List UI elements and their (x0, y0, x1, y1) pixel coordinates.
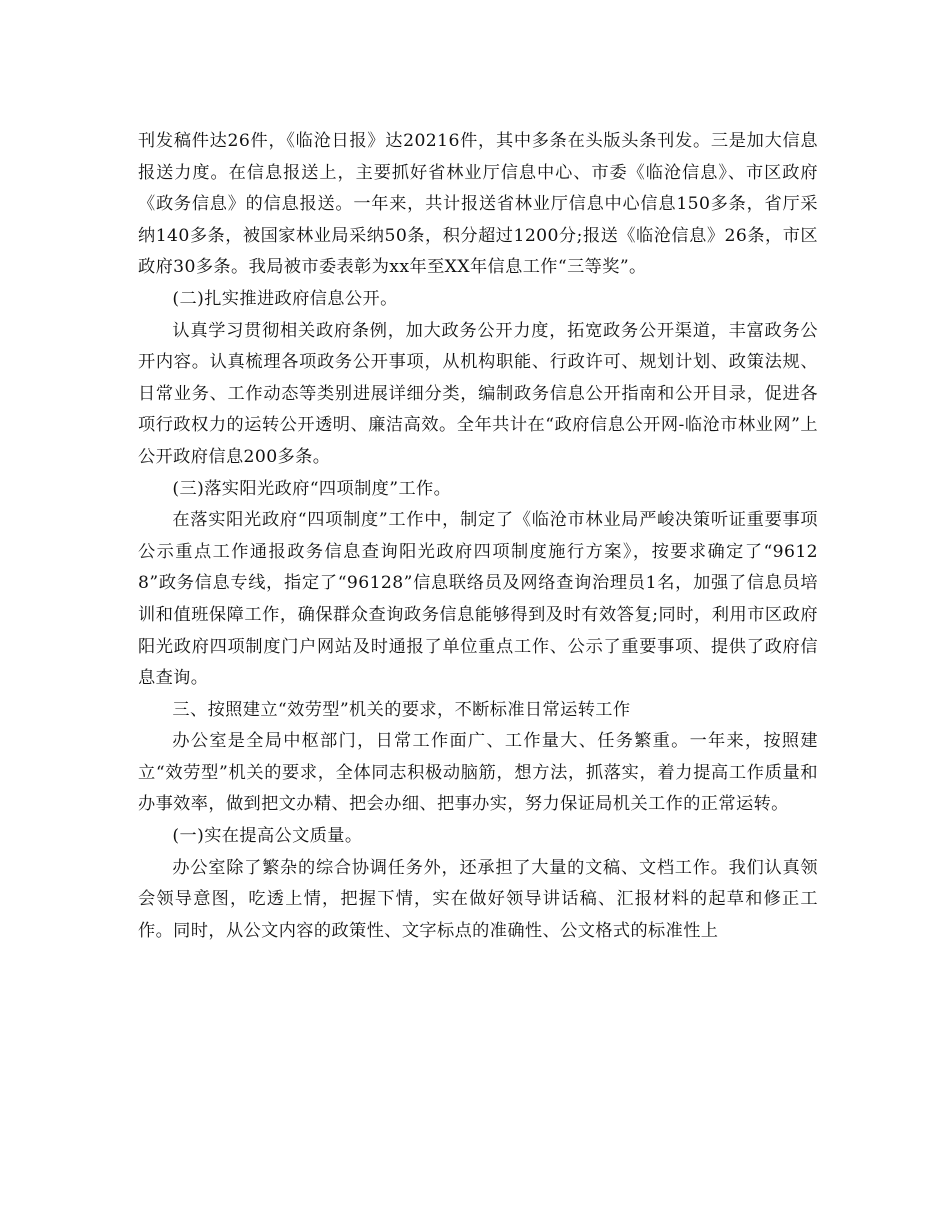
document-page (138, 126, 818, 947)
section-heading-1: (一)实在提高公文质量。 (172, 826, 363, 847)
paragraph-office-operations: 办公室是全局中枢部门，日常工作面广、工作量大、任务繁重。一年来，按照建立“效劳型”机关的要求，全体同志积极动脑筋，想方法，抓落实，着力提高工作质量和办事效率，做到把文办精、把会办细、把事办实，努力保证局机关工作的正常运转。 (138, 731, 818, 815)
chapter-heading-three: 三、按照建立“效劳型”机关的要求，不断标准日常运转工作 (172, 699, 631, 720)
paragraph-info-disclosure: 认真学习贯彻相关政府条例，加大政务公开力度，拓宽政务公开渠道，丰富政务公开内容。认真梳理各项政务公开事项，从机构职能、行政许可、规划计划、政策法规、日常业务、工作动态等类别进展详细分类，编制政务信息公开指南和公开目录，促进各项行政权力的运转公开透明、廉洁高效。全年共计在“政府信息公开网-临沧市林业网”上公开政府信息200多条。 (138, 320, 818, 467)
section-heading-2: (二)扎实推进政府信息公开。 (172, 288, 398, 309)
paragraph-document-quality: 办公室除了繁杂的综合协调任务外，还承担了大量的文稿、文档工作。我们认真领会领导意图，吃透上情，把握下情，实在做好领导讲话稿、汇报材料的起草和修正工作。同时，从公文内容的政策性、文字标点的准确性、公文格式的标准性上 (138, 857, 818, 941)
paragraph-four-systems: 在落实阳光政府“四项制度”工作中，制定了《临沧市林业局严峻决策听证重要事项公示重点工作通报政务信息查询阳光政府四项制度施行方案》，按要求确定了“96128”政务信息专线，指定了“96128”信息联络员及网络查询治理员1名，加强了信息员培训和值班保障工作，确保群众查询政务信息能够得到及时有效答复;同时，利用市区政府阳光政府四项制度门户网站及时通报了单位重点工作、公示了重要事项、提供了政府信息查询。 (138, 510, 818, 689)
paragraph-continuation: 刊发稿件达26件，《临沧日报》达20216件，其中多条在头版头条刊发。三是加大信息报送力度。在信息报送上，主要抓好省林业厅信息中心、市委《临沧信息》、市区政府《政务信息》的信息报送。一年来，共计报送省林业厅信息中心信息150多条，省厅采纳140多条，被国家林业局采纳50条，积分超过1200分;报送《临沧信息》26条，市区政府30多条。我局被市委表彰为xx年至XX年信息工作“三等奖”。 (138, 131, 818, 278)
section-heading-3: (三)落实阳光政府“四项制度”工作。 (172, 478, 452, 499)
